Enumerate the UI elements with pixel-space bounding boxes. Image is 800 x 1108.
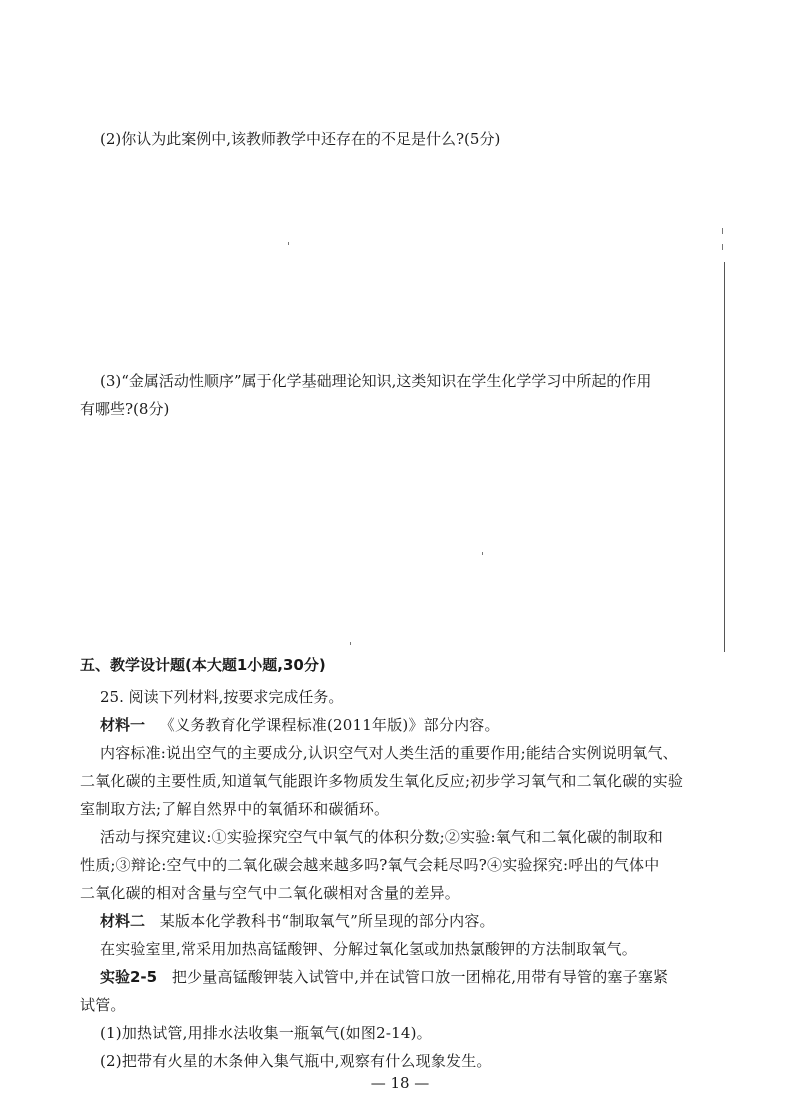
material-1-label: 材料一 — [100, 716, 146, 734]
scan-speck — [288, 242, 289, 245]
question-3-line-2: 有哪些?(8分) — [80, 400, 170, 418]
content-standard-line-3: 室制取方法;了解自然界中的氧循环和碳循环。 — [80, 800, 390, 818]
lab-text: 在实验室里,常采用加热高锰酸钾、分解过氧化氢或加热氯酸钾的方法制取氧气。 — [100, 940, 637, 958]
section-heading: 五、教学设计题(本大题1小题,30分) — [80, 656, 326, 674]
question-25-intro: 25. 阅读下列材料,按要求完成任务。 — [100, 688, 344, 706]
step-2: (2)把带有火星的木条伸入集气瓶中,观察有什么现象发生。 — [100, 1052, 492, 1070]
question-2: (2)你认为此案例中,该教师教学中还存在的不足是什么?(5分) — [100, 130, 501, 148]
material-2 — [100, 910, 700, 932]
material-1 — [100, 714, 700, 736]
question-3-line-1: (3)“金属活动性顺序”属于化学基础理论知识,这类知识在学生化学学习中所起的作用 — [100, 372, 652, 390]
material-1-title: 《义务教育化学课程标准(2011年版)》部分内容。 — [159, 716, 500, 734]
margin-tick-mark — [722, 244, 723, 250]
content-standard-line-2: 二氧化碳的主要性质,知道氧气能跟许多物质发生氧化反应;初步学习氧气和二氧化碳的实验 — [80, 772, 684, 790]
margin-tick-mark — [722, 228, 723, 234]
experiment-line-1: 把少量高锰酸钾装入试管中,并在试管口放一团棉花,用带有导管的塞子塞紧 — [171, 968, 669, 986]
activity-line-1: 活动与探究建议:①实验探究空气中氧气的体积分数;②实验:氧气和二氧化碳的制取和 — [100, 828, 663, 846]
content-standard-line-1: 内容标准:说出空气的主要成分,认识空气对人类生活的重要作用;能结合实例说明氧气、 — [100, 744, 678, 762]
material-2-title: 某版本化学教科书“制取氧气”所呈现的部分内容。 — [159, 912, 495, 930]
activity-line-3: 二氧化碳的相对含量与空气中二氧化碳相对含量的差异。 — [80, 884, 461, 902]
material-2-label: 材料二 — [100, 912, 146, 930]
activity-line-2: 性质;③辩论:空气中的二氧化碳会越来越多吗?氧气会耗尽吗?④实验探究:呼出的气体中 — [80, 856, 660, 874]
step-1: (1)加热试管,用排水法收集一瓶氧气(如图2-14)。 — [100, 1024, 432, 1042]
scan-speck — [482, 552, 483, 555]
margin-rule — [724, 262, 725, 652]
experiment-label: 实验2-5 — [100, 968, 158, 986]
experiment — [100, 966, 700, 988]
experiment-line-2: 试管。 — [80, 996, 126, 1014]
page-number: — 18 — — [370, 1074, 430, 1092]
scan-speck — [350, 642, 351, 645]
